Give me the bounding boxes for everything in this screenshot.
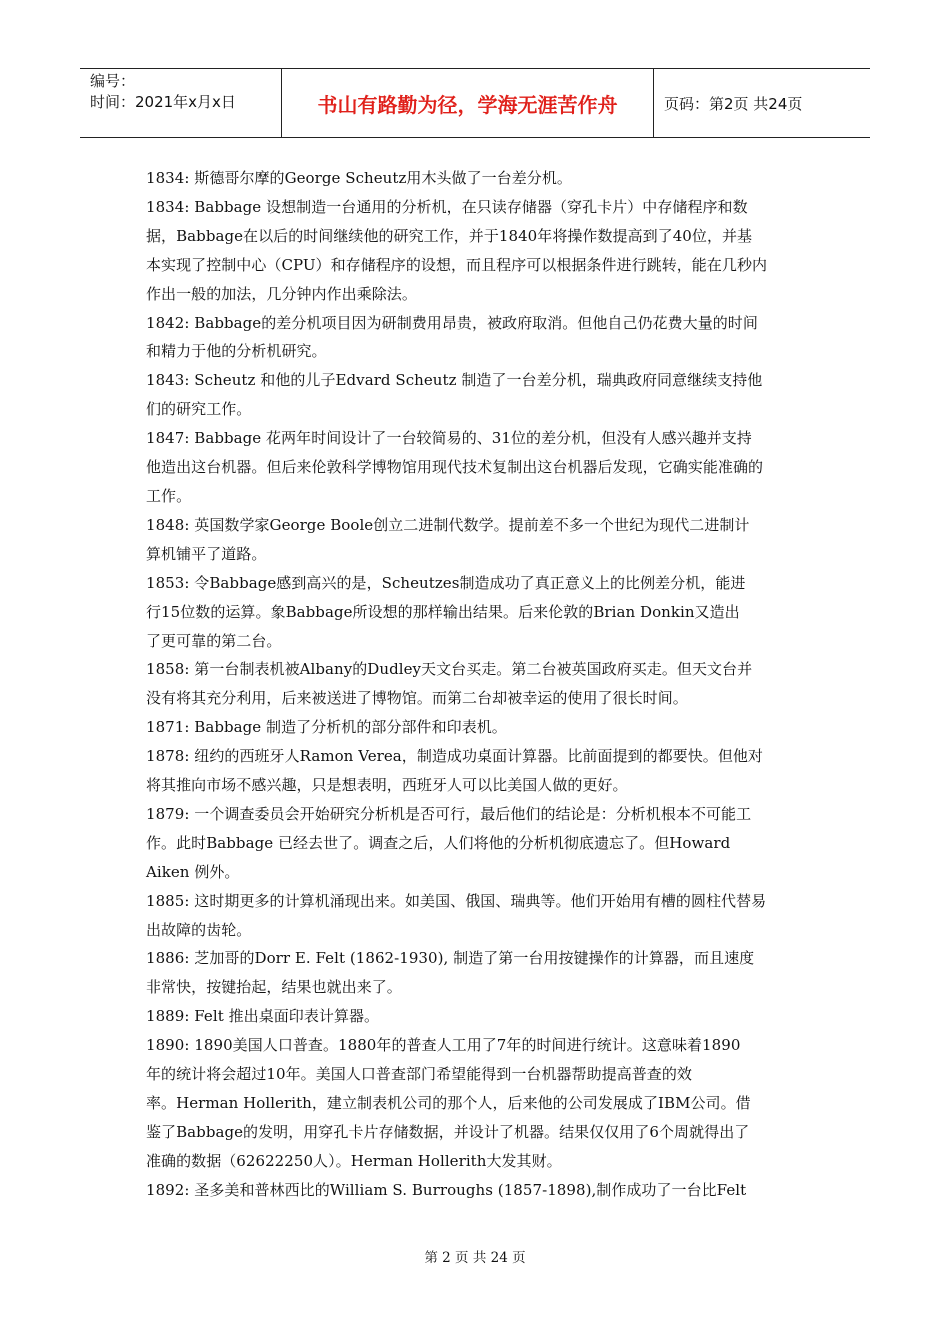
body-text-line: 据，Babbage在以后的时间继续他的研究工作，并于1840年将操作数提高到了40位，并基 [146,226,753,245]
body-text-line: 非常快，按键抬起，结果也就出来了。 [146,978,402,997]
body-text-line: 率。Herman Hollerith，建立制表机公司的那个人，后来他的公司发展成了IBM公司。借 [146,1094,751,1112]
body-text-line: 本实现了控制中心（CPU）和存储程序的设想，而且程序可以根据条件进行跳转，能在几秒内 [146,255,768,274]
body-text-line: 1847: Babbage 花两年时间设计了一台较简易的、31位的差分机，但没有人感兴趣并支持 [146,429,752,448]
header-page-info: 页码：第2页 共24页 [664,94,803,113]
body-text-line: 鉴了Babbage的发明，用穿孔卡片存储数据，并设计了机器。结果仅仅用了6个周就得出了 [146,1122,750,1141]
document-time-label: 时间：2021年x月x日 [90,93,236,111]
body-text-line: 1885: 这时期更多的计算机涌现出来。如美国、俄国、瑞典等。他们开始用有槽的圆柱代替易 [146,891,767,910]
body-text-line: 1834: Babbage 设想制造一台通用的分析机，在只读存储器（穿孔卡片）中存储程序和数 [146,197,748,216]
body-text-line: 作出一般的加法，几分钟内作出乘除法。 [146,284,417,303]
body-text-line: Aiken 例外。 [146,862,240,881]
body-text-line: 们的研究工作。 [146,400,252,419]
body-text-line: 准确的数据（62622250人）。Herman Hollerith大发其财。 [146,1151,562,1170]
body-text-line: 工作。 [146,486,192,505]
body-text-line: 1834: 斯德哥尔摩的George Scheutz用木头做了一台差分机。 [146,169,572,187]
body-text-line: 1853: 令Babbage感到高兴的是，Scheutzes制造成功了真正意义上的比例差分机，能进 [146,573,746,592]
body-text-line: 算机铺平了道路。 [146,544,267,563]
document-number-label: 编号： [90,72,136,90]
body-text-line: 行15位数的运算。象Babbage所设想的那样输出结果。后来伦敦的Brian Donkin又造出 [146,602,740,621]
page-header [80,68,870,138]
body-text-line: 1871: Babbage 制造了分析机的部分部件和印表机。 [146,718,507,737]
header-meta [80,69,282,137]
document-body [146,164,806,1205]
body-text-line: 没有将其充分利用，后来被送进了博物馆。而第二台却被幸运的使用了很长时间。 [146,689,688,708]
body-text-line: 1878: 纽约的西班牙人Ramon Verea，制造成功桌面计算器。比前面提到的都要快。但他对 [146,747,763,766]
body-text-line: 1848: 英国数学家George Boole创立二进制代数学。提前差不多一个世纪为现代二进制计 [146,515,750,534]
body-text-line: 1889: Felt 推出桌面印表计算器。 [146,1007,380,1026]
body-text-line: 出故障的齿轮。 [146,920,252,939]
body-text-line: 他造出这台机器。但后来伦敦科学博物馆用现代技术复制出这台机器后发现，它确实能准确的 [146,458,764,477]
body-text-line: 1879: 一个调查委员会开始研究分析机是否可行，最后他们的结论是：分析机根本不可能工 [146,804,752,823]
body-text-line: 1843: Scheutz 和他的儿子Edvard Scheutz 制造了一台差分机，瑞典政府同意继续支持他 [146,371,763,390]
body-text-line: 和精力于他的分析机研究。 [146,342,327,361]
page-footer: 第 2 页 共 24 页 [424,1250,526,1266]
body-text-line: 作。此时Babbage 已经去世了。调查之后，人们将他的分析机彻底遗忘了。但Howard [146,833,731,852]
body-text-line: 了更可靠的第二台。 [146,631,282,650]
header-motto: 书山有路勤为径，学海无涯苦作舟 [282,69,654,137]
body-text-line: 将其推向市场不感兴趣，只是想表明，西班牙人可以比美国人做的更好。 [146,776,628,795]
body-text-line: 1892: 圣多美和普林西比的William S. Burroughs (1857-1898),制作成功了一台比Felt [146,1180,747,1199]
body-text-line: 1886: 芝加哥的Dorr E. Felt (1862-1930), 制造了第一台用按键操作的计算器，而且速度 [146,949,755,968]
body-text-line: 1842: Babbage的差分机项目因为研制费用昂贵，被政府取消。但他自己仍花费大量的时间 [146,313,758,332]
body-text-line: 1858: 第一台制表机被Albany的Dudley天文台买走。第二台被英国政府买走。但天文台并 [146,660,753,679]
body-text-line: 1890: 1890美国人口普查。1880年的普查人工用了7年的时间进行统计。这意味着1890 [146,1036,741,1055]
body-text-line: 年的统计将会超过10年。美国人口普查部门希望能得到一台机器帮助提高普查的效 [146,1065,692,1084]
